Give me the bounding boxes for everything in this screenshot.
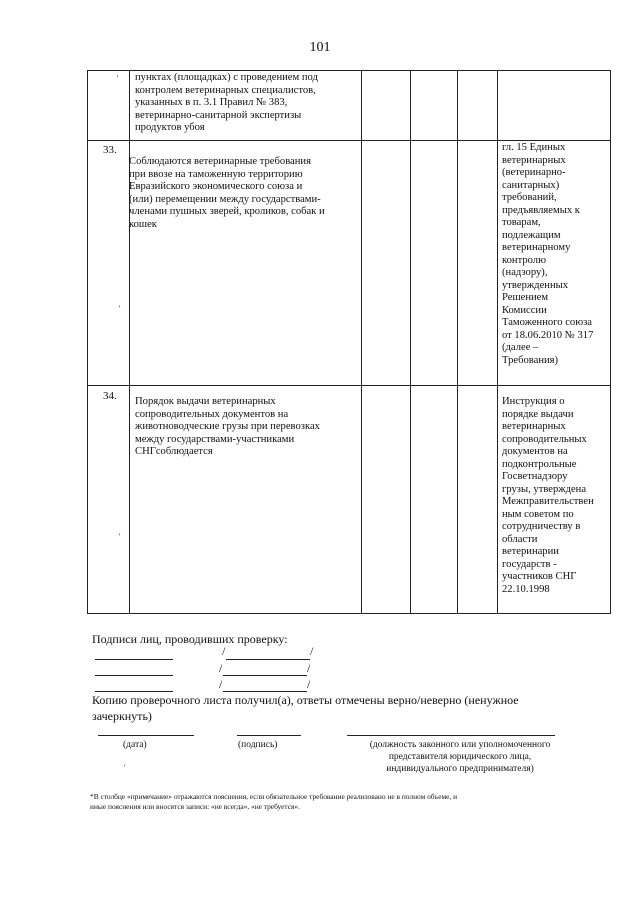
text-line: продуктов убоя [135,122,205,133]
text-line: СНГсоблюдается [135,446,213,457]
row-divider [87,140,611,141]
col-line [457,70,458,614]
text-line: индивидуального предпринимателя) [386,764,534,774]
text-line: сотрудничеству в [502,521,581,532]
slash: / [307,661,311,675]
footnote [90,792,610,812]
text-line: пунктах (площадках) с проведением под [135,72,318,83]
text-line: санитарных) [502,179,560,191]
text-line: Госветнадзору [502,471,568,482]
text-line: от 18.06.2010 № 317 [502,329,594,341]
text-line: Соблюдаются ветеринарные требования [129,156,311,167]
signature-line [95,659,173,660]
text-line: гл. 15 Единых [502,142,566,153]
text-line: подлежащим [502,229,561,241]
text-line: животноводческие грузы при перевозках [135,421,320,432]
footnote-line: иные пояснения или вносятся записи: «не всегда», «не требуется». [90,802,300,811]
date-label: (дата) [123,740,147,750]
text-line: ветеринарных [502,154,566,166]
text-line: между государствами-участниками [135,433,295,445]
signature-line [223,675,307,676]
table-border-bottom [87,613,611,614]
text-line: (ветеринарно- [502,167,566,178]
requirement-text [135,396,360,459]
text-line: области [502,533,538,545]
text-line: сопроводительных [502,433,587,445]
position-label [350,739,570,775]
text-line: предъявляемых к [502,204,580,216]
slash: / [307,677,311,691]
signature-line [226,659,310,660]
text-line: требований, [502,192,557,203]
reference-text [502,142,610,367]
text-line: ветеринарных [502,421,566,432]
scan-mark: ' [119,304,121,313]
text-line: ветеринарному [502,242,571,253]
text-line: контролем ветеринарных специалистов, [135,84,316,96]
footnote-line: *В столбце «примечание» отражаются пояснения, если обязательное требование реализовано не в полном объеме, и [90,792,458,801]
text-line: подконтрольные [502,458,577,470]
col-line [129,70,130,614]
text-line: Порядок выдачи ветеринарных [135,396,276,407]
checklist-table [87,70,611,614]
text-line: ным советом по [502,508,574,520]
row-number: 33. [103,144,117,156]
slash: / [310,644,314,658]
text-line: кошек [129,218,157,230]
text-line: утвержденных [502,279,569,291]
slash: / [219,661,223,675]
text-line: (должность законного или уполномоченного [369,740,551,750]
sign-line [237,735,301,736]
text-line: грузы, утверждена [502,483,587,495]
date-line [98,735,194,736]
text-line: контролю [502,254,546,266]
text-line: при ввозе на таможенную территорию [129,168,303,180]
col-line [361,70,362,614]
scan-mark: ' [119,532,121,541]
text-line: порядке выдачи [502,408,574,420]
text-line: Решением [502,292,549,303]
text-line: представителя юридического лица, [388,752,532,762]
signature-line [95,675,173,676]
table-border-top [87,70,611,71]
reference-text [502,396,610,596]
position-line [347,735,555,736]
text-line: Таможенного союза [502,317,592,328]
sign-label: (подпись) [238,740,278,750]
text-line: 22.10.1998 [502,583,550,595]
text-line: (далее – [502,342,539,353]
signature-line [95,691,173,692]
page-number: 101 [309,40,331,55]
text-line: Межправительствен [502,496,594,507]
text-line: товарам, [502,217,541,228]
text-line: Требования) [502,354,559,366]
col-line [610,70,611,614]
text-line: сопроводительных документов на [135,408,289,420]
text-line: (надзору), [502,267,548,278]
row-number: 34. [103,390,117,402]
text-line: членами пушных зверей, кроликов, собак и [129,206,325,217]
text-line: участников СНГ [502,571,577,582]
text-line: указанных в п. 3.1 Правил № 383, [135,97,288,108]
text-line: документов на [502,446,568,457]
scan-mark: ' [124,763,126,772]
requirement-text [129,156,360,231]
copy-received-text-2: зачеркнуть) [92,709,152,723]
slash: / [219,677,223,691]
slash: / [222,644,226,658]
signature-line [223,691,307,692]
col-line [410,70,411,614]
col-line [87,70,88,614]
text-line: ветеринарии [502,546,559,557]
signatures-heading: Подписи лиц, проводивших проверку: [92,632,288,646]
text-line: государств - [502,558,557,570]
text-line: Евразийского экономического союза и [129,181,303,192]
row-divider [87,385,611,386]
text-line: ветеринарно-санитарной экспертизы [135,109,302,121]
text-line: Комиссии [502,304,547,316]
scan-mark: ' [117,74,119,83]
col-line [497,70,498,614]
requirement-text [135,72,360,135]
text-line: Инструкция о [502,396,565,407]
copy-received-text: Копию проверочного листа получил(а), ответы отмечены верно/неверно (ненужное [92,693,519,707]
text-line: (или) перемещении между государствами- [129,193,321,205]
